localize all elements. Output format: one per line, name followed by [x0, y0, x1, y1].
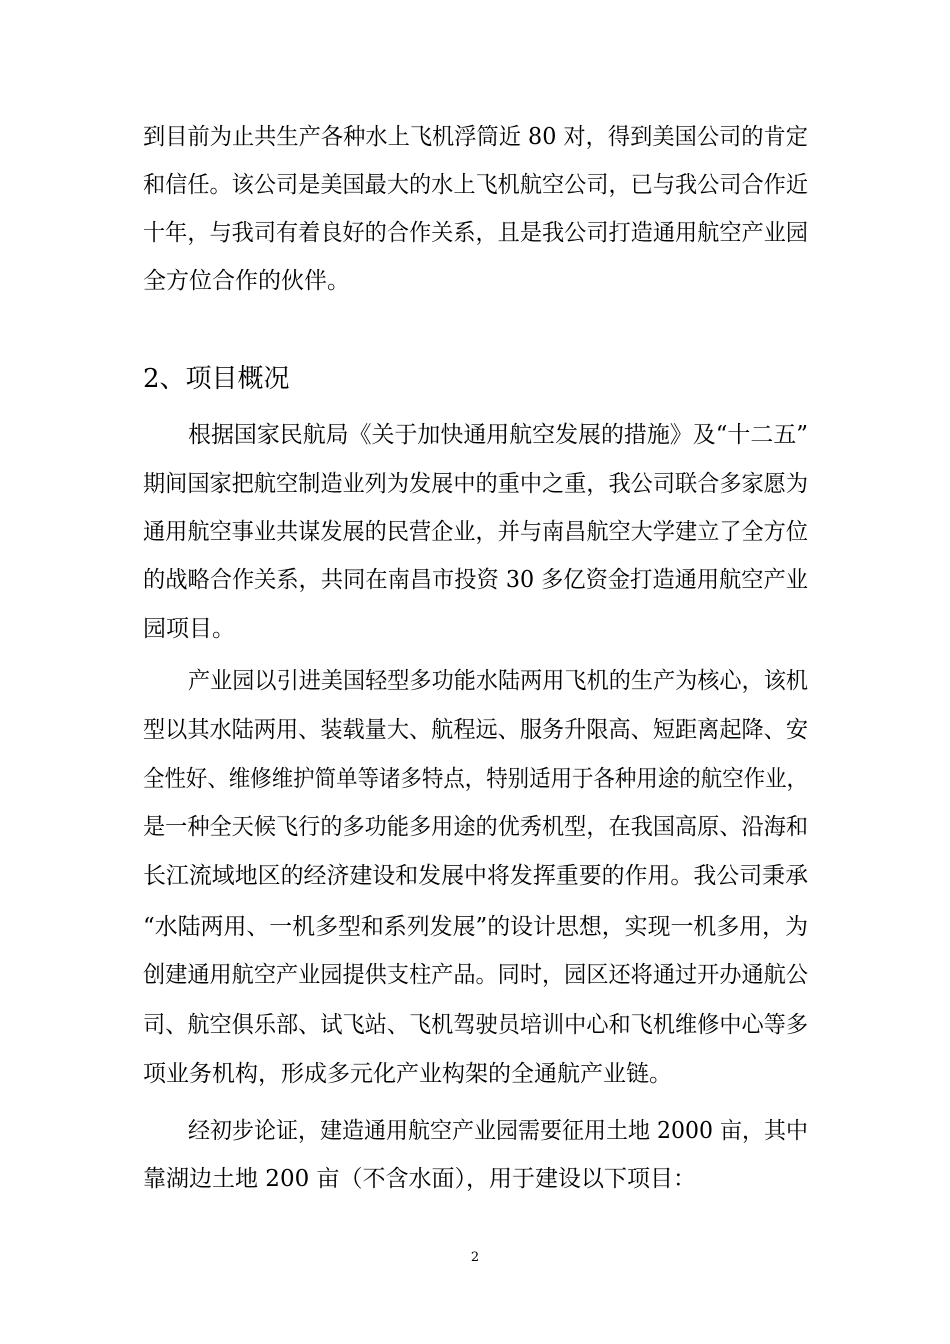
- paragraph-line: 项业务机构，形成多元化产业构架的全通航产业链。: [143, 1061, 672, 1087]
- section-heading: 2、项目概况: [143, 364, 290, 394]
- paragraph-line: 期间国家把航空制造业列为发展中的重中之重，我公司联合多家愿为: [143, 471, 808, 497]
- paragraph-line: “水陆两用、一机多型和系列发展”的设计思想，实现一机多用，为: [143, 914, 808, 940]
- page-number: 2: [470, 1250, 480, 1265]
- paragraph-line: 到目前为止共生产各种水上飞机浮筒近 80 对，得到美国公司的肯定: [143, 124, 808, 150]
- paragraph-line: 经初步论证，建造通用航空产业园需要征用土地 2000 亩，其中: [188, 1118, 808, 1144]
- paragraph-line: 是一种全天候飞行的多功能多用途的优秀机型，在我国高原、沿海和: [143, 814, 808, 840]
- paragraph-line: 创建通用航空产业园提供支柱产品。同时，园区还将通过开办通航公: [143, 962, 808, 988]
- paragraph-line: 十年，与我司有着良好的合作关系，且是我公司打造通用航空产业园: [143, 220, 808, 246]
- paragraph-line: 型以其水陆两用、装载量大、航程远、服务升限高、短距离起降、安: [143, 717, 808, 743]
- paragraph-line: 司、航空俱乐部、试飞站、飞机驾驶员培训中心和飞机维修中心等多: [143, 1012, 808, 1038]
- paragraph-line: 根据国家民航局《关于加快通用航空发展的措施》及“十二五”: [188, 422, 808, 448]
- paragraph-line: 园项目。: [143, 616, 235, 642]
- paragraph-line: 全性好、维修维护简单等诸多特点，特别适用于各种用途的航空作业，: [143, 766, 808, 792]
- paragraph-line: 通用航空事业共谋发展的民营企业，并与南昌航空大学建立了全方位: [143, 519, 808, 545]
- paragraph-line: 产业园以引进美国轻型多功能水陆两用飞机的生产为核心，该机: [188, 668, 808, 694]
- paragraph-line: 全方位合作的伙伴。: [143, 268, 350, 294]
- paragraph-line: 靠湖边土地 200 亩（不含水面），用于建设以下项目：: [143, 1166, 697, 1192]
- paragraph-line: 长江流域地区的经济建设和发展中将发挥重要的作用。我公司秉承: [143, 863, 808, 889]
- paragraph-line: 和信任。该公司是美国最大的水上飞机航空公司，已与我公司合作近: [143, 172, 808, 198]
- paragraph-line: 的战略合作关系，共同在南昌市投资 30 多亿资金打造通用航空产业: [143, 567, 808, 593]
